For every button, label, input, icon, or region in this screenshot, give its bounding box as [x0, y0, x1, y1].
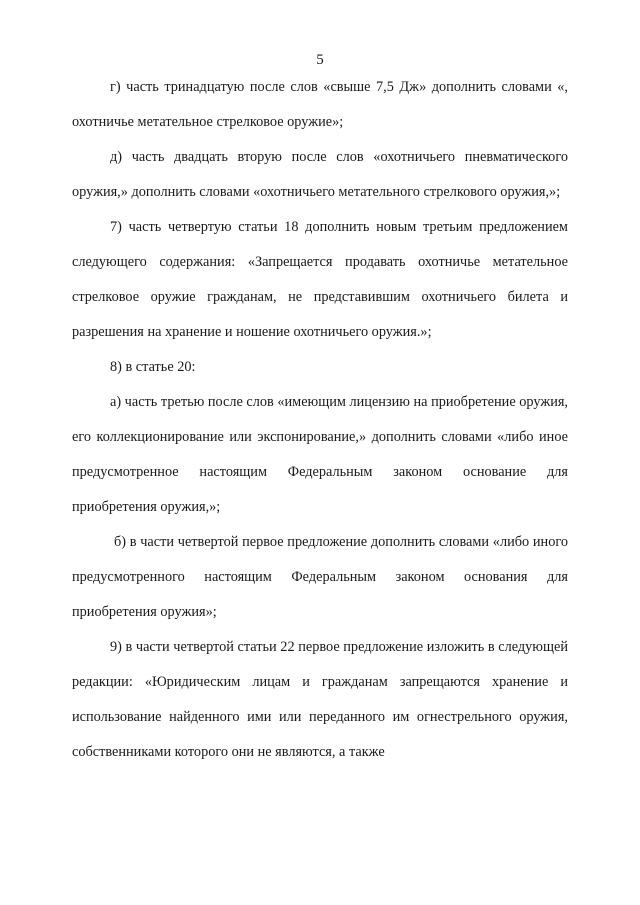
paragraph-8: 8) в статье 20: [110, 359, 196, 375]
paragraph-9: 9) в части четвертой статьи 22 первое предложение изложить в следующей редакции: «Юридическим лицам и гражданам запрещаются хранение и использование найденного ими или переданного им огнестрельного оружия, собственниками которого они не являются, а также [72, 639, 568, 760]
document-body [72, 70, 568, 770]
page-number: 5 [316, 52, 324, 68]
paragraph-g: г) часть тринадцатую после слов «свыше 7,5 Дж» дополнить словами «, охотничье метательное стрелковое оружие»; [72, 79, 568, 130]
paragraph-d: д) часть двадцать вторую после слов «охотничьего пневматического оружия,» дополнить словами «охотничьего метательного стрелкового оружия,»; [72, 149, 568, 200]
paragraph-8b: б) в части четвертой первое предложение дополнить словами «либо иного предусмотренного настоящим Федеральным законом основания для приобретения оружия»; [72, 534, 568, 620]
paragraph-8a: а) часть третью после слов «имеющим лицензию на приобретение оружия, его коллекционирование или экспонирование,» дополнить словами «либо иное предусмотренное настоящим Федеральным законом основание для приобретения оружия,»; [72, 394, 568, 515]
paragraph-7: 7) часть четвертую статьи 18 дополнить новым третьим предложением следующего содержания: «Запрещается продавать охотничье метательное стрелковое оружие гражданам, не представившим охотничьего билета и разрешения на хранение и ношение охотничьего оружия.»; [72, 219, 568, 340]
